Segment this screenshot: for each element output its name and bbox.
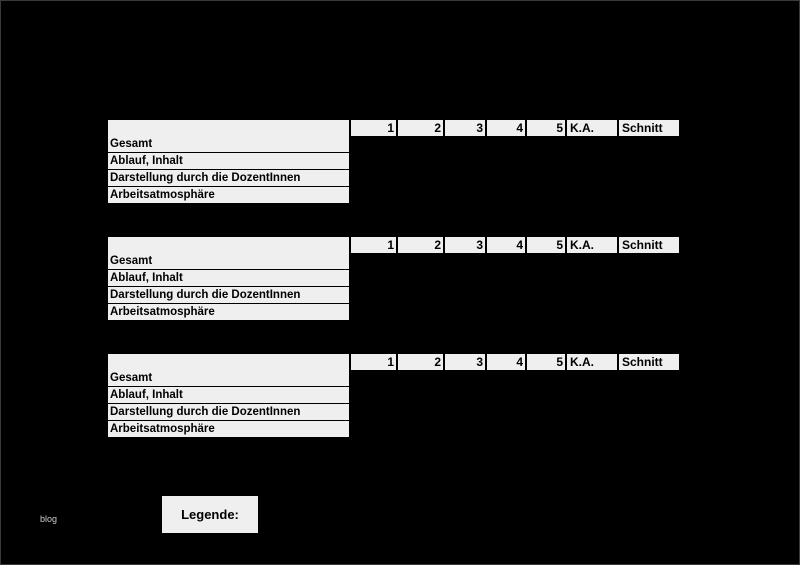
table-row bbox=[108, 404, 679, 421]
column-header-schnitt: Schnitt bbox=[619, 354, 679, 370]
table-row bbox=[108, 153, 679, 170]
column-header-4: 4 bbox=[487, 354, 525, 370]
column-header-1: 1 bbox=[351, 237, 396, 253]
watermark-text: blog bbox=[40, 514, 58, 524]
header-blank-cell bbox=[108, 237, 349, 253]
table-row bbox=[108, 421, 679, 438]
column-header-ka: K.A. bbox=[567, 237, 617, 253]
column-header-4: 4 bbox=[487, 120, 525, 136]
table-row bbox=[108, 304, 679, 321]
row-label: Gesamt bbox=[108, 136, 349, 152]
rating-table-3 bbox=[108, 354, 679, 438]
row-label: Ablauf, Inhalt bbox=[108, 387, 349, 403]
column-header-schnitt: Schnitt bbox=[619, 237, 679, 253]
table-row bbox=[108, 387, 679, 404]
header-blank-cell bbox=[108, 354, 349, 370]
row-label: Ablauf, Inhalt bbox=[108, 270, 349, 286]
table-row bbox=[108, 287, 679, 304]
table-header bbox=[108, 120, 679, 136]
column-header-schnitt: Schnitt bbox=[619, 120, 679, 136]
legend-label: Legende: bbox=[162, 496, 258, 533]
row-label: Gesamt bbox=[108, 253, 349, 269]
row-label: Darstellung durch die DozentInnen bbox=[108, 170, 349, 186]
row-label: Darstellung durch die DozentInnen bbox=[108, 287, 349, 303]
column-header-5: 5 bbox=[527, 354, 565, 370]
column-header-ka: K.A. bbox=[567, 354, 617, 370]
column-header-ka: K.A. bbox=[567, 120, 617, 136]
row-label: Arbeitsatmosphäre bbox=[108, 421, 349, 437]
header-blank-cell bbox=[108, 120, 349, 136]
row-label: Ablauf, Inhalt bbox=[108, 153, 349, 169]
column-header-3: 3 bbox=[445, 354, 485, 370]
row-label: Arbeitsatmosphäre bbox=[108, 187, 349, 203]
table-header bbox=[108, 354, 679, 370]
column-header-1: 1 bbox=[351, 354, 396, 370]
table-row bbox=[108, 170, 679, 187]
column-header-5: 5 bbox=[527, 237, 565, 253]
column-header-2: 2 bbox=[398, 354, 443, 370]
column-header-2: 2 bbox=[398, 237, 443, 253]
row-label: Gesamt bbox=[108, 370, 349, 386]
column-header-3: 3 bbox=[445, 120, 485, 136]
column-header-3: 3 bbox=[445, 237, 485, 253]
table-row bbox=[108, 187, 679, 204]
column-header-4: 4 bbox=[487, 237, 525, 253]
column-header-1: 1 bbox=[351, 120, 396, 136]
row-label: Darstellung durch die DozentInnen bbox=[108, 404, 349, 420]
rating-table-2 bbox=[108, 237, 679, 321]
column-header-2: 2 bbox=[398, 120, 443, 136]
table-header bbox=[108, 237, 679, 253]
column-header-5: 5 bbox=[527, 120, 565, 136]
table-row bbox=[108, 370, 679, 387]
rating-table-1 bbox=[108, 120, 679, 204]
table-row bbox=[108, 270, 679, 287]
table-row bbox=[108, 253, 679, 270]
row-label: Arbeitsatmosphäre bbox=[108, 304, 349, 320]
table-row bbox=[108, 136, 679, 153]
